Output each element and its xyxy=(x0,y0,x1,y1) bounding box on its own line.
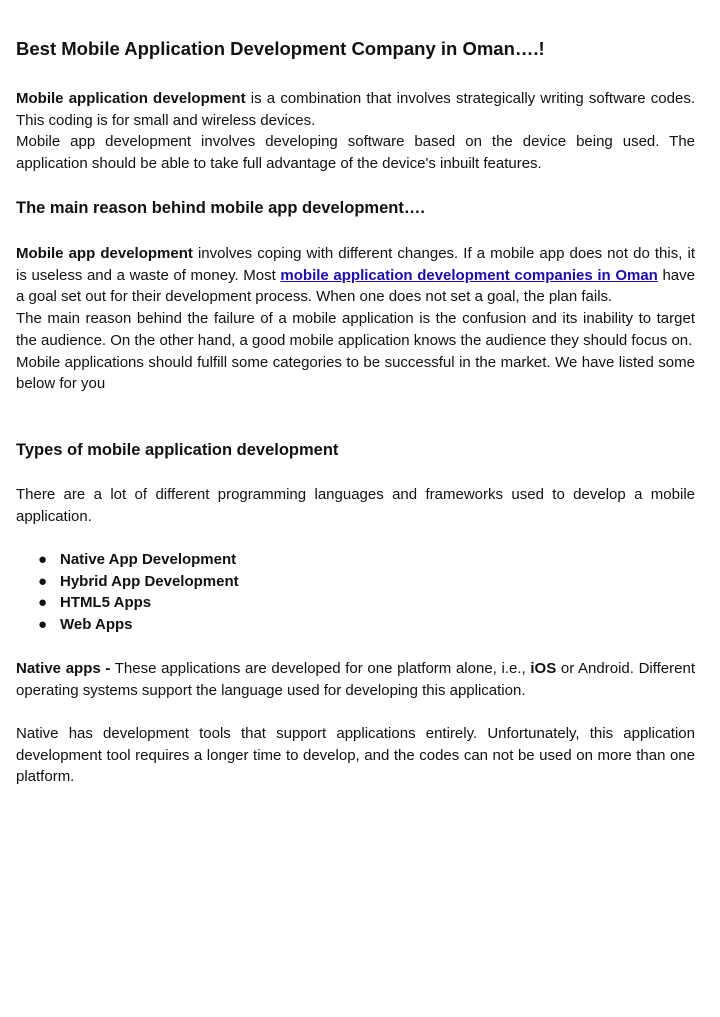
native-apps-paragraph xyxy=(16,658,695,701)
main-reason-paragraph xyxy=(16,243,695,395)
bullet-icon: ● xyxy=(38,551,48,568)
bullet-icon: ● xyxy=(38,594,48,612)
list-item-label: HTML5 Apps xyxy=(60,594,152,612)
section-heading-types: Types of mobile application development xyxy=(16,441,339,459)
intro-text: is a combination that involves strategically writing software codes. This coding is for small and wireless devices. xyxy=(16,90,695,129)
companies-in-oman-link[interactable]: mobile application development companies in Oman xyxy=(280,266,658,284)
native-tools-paragraph: Native has development tools that support applications entirely. Unfortunately, this application development tool requires a longer time to develop, and the codes can not be used on more than one platform. xyxy=(16,725,695,786)
intro-lead: Mobile application development xyxy=(16,90,246,107)
native-apps-text-2: or Android. Different operating systems support the language used for developing this application. xyxy=(16,660,695,699)
list-item xyxy=(16,549,695,571)
bullet-icon: ● xyxy=(38,616,48,634)
list-item-label: Hybrid App Development xyxy=(60,572,239,590)
list-item xyxy=(16,614,695,636)
paragraph-tail: have a goal set out for their development process. When one does not set a goal, the plan fails. xyxy=(16,266,695,306)
intro-text-2: Mobile app development involves developing software based on the device being used. The application should be able to take full advantage of the device's inbuilt features. xyxy=(16,133,695,173)
list-item xyxy=(16,592,695,614)
types-intro-paragraph: There are a lot of different programming languages and frameworks used to develop a mobile application. xyxy=(16,486,695,525)
bullet-icon: ● xyxy=(38,572,48,590)
list-item-label: Native App Development xyxy=(60,551,237,568)
app-types-list xyxy=(16,549,695,636)
categories-text: Mobile applications should fulfill some categories to be successful in the market. We have listed some below for you xyxy=(16,353,695,393)
native-apps-lead: Native apps - xyxy=(16,660,111,677)
native-apps-text: These applications are developed for one platform alone, i.e., xyxy=(110,660,531,677)
section-heading-main-reason: The main reason behind mobile app development…. xyxy=(16,199,425,217)
list-item xyxy=(16,571,695,593)
document-title: Best Mobile Application Development Company in Oman….! xyxy=(16,38,545,59)
list-item-label: Web Apps xyxy=(60,616,133,634)
intro-paragraph xyxy=(16,88,695,175)
paragraph-lead: Mobile app development xyxy=(16,245,193,262)
failure-reason-text: The main reason behind the failure of a mobile application is the confusion and its inability to target the audience. On the other hand, a good mobile application knows the audience they should focus on. xyxy=(16,310,695,349)
ios-term: iOS xyxy=(530,660,557,677)
paragraph-text: involves coping with different changes. If a mobile app does not do this, it is useless and a waste of money. Most xyxy=(16,245,695,284)
